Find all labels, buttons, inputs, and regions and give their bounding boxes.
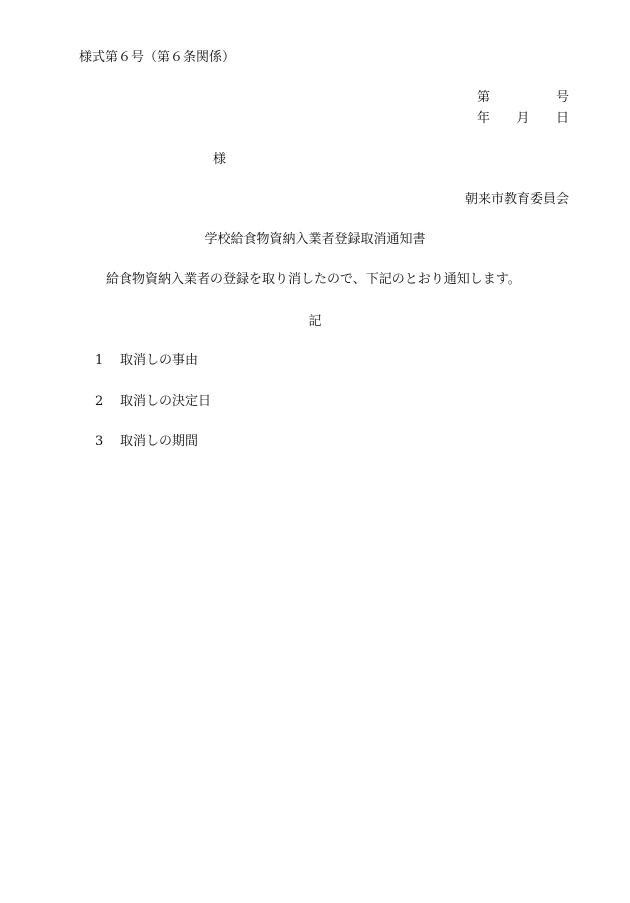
document-number xyxy=(477,91,569,104)
date-month: 月 xyxy=(516,111,530,126)
item-label: 取消しの期間 xyxy=(120,434,199,449)
item-number: 1 xyxy=(95,353,104,368)
document-number-prefix: 第 xyxy=(477,90,491,105)
list-item xyxy=(95,395,211,408)
body-text: 給食物資納入業者の登録を取り消したので、下記のとおり通知します。 xyxy=(106,272,521,287)
list-item xyxy=(95,435,198,448)
date-year: 年 xyxy=(477,111,491,126)
addressee: 様 xyxy=(213,152,227,167)
form-number: 様式第６号（第６条関係） xyxy=(79,50,236,65)
list-item xyxy=(95,354,198,367)
item-label: 取消しの決定日 xyxy=(120,394,212,409)
issuer: 朝来市教育委員会 xyxy=(464,192,569,207)
date-day: 日 xyxy=(555,111,569,126)
ki-heading: 記 xyxy=(308,314,322,329)
document-date xyxy=(477,112,569,125)
item-number: 2 xyxy=(95,394,104,409)
document-title: 学校給食物資納入業者登録取消通知書 xyxy=(204,232,426,247)
document-number-suffix: 号 xyxy=(555,90,569,105)
item-number: 3 xyxy=(95,434,104,449)
item-label: 取消しの事由 xyxy=(120,353,199,368)
